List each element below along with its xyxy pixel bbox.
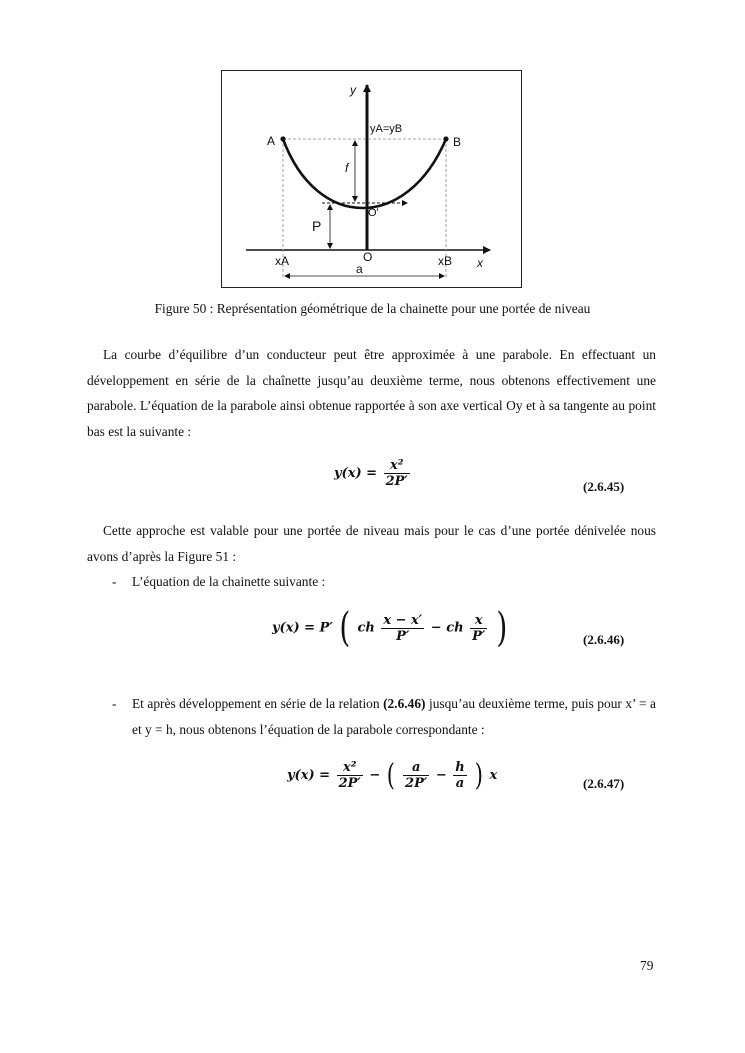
paragraph-parabola-approximation: La courbe d’équilibre d’un conducteur peut être approximée à une parabole. En effectuant un développement en série de la chaînette jusqu’au deuxième terme, nous obtenons effectivement une parabole. L’équation de la parabole ainsi obtenue rapportée à son axe vertical Oy et à sa tangente au point bas est la suivante : bbox=[87, 347, 656, 439]
eq47-numerator-1: x² bbox=[342, 760, 357, 775]
eq45-denominator: 2P′ bbox=[385, 474, 408, 489]
label-tension: P bbox=[312, 218, 322, 234]
eq46-ch1: ch bbox=[357, 620, 375, 636]
bullet-dash: - bbox=[112, 696, 117, 711]
label-ya-yb: yA=yB bbox=[370, 123, 403, 135]
eq46-denominator-1: P′ bbox=[381, 628, 424, 644]
bullet-text: L’équation de la chainette suivante : bbox=[132, 574, 326, 589]
eq47-fraction-3 bbox=[453, 760, 466, 791]
figure-catenary bbox=[221, 70, 522, 288]
figure-caption: Figure 50 : Représentation géométrique de la chainette pour une portée de niveau bbox=[154, 301, 591, 316]
eq46-right-paren: ) bbox=[496, 605, 508, 651]
label-y-axis: y bbox=[350, 83, 356, 97]
eq47-minus-1: − bbox=[369, 768, 381, 783]
equation-number-2-6-47: (2.6.47) bbox=[583, 776, 625, 791]
label-xb: xB bbox=[438, 254, 453, 268]
eq47-tail: x bbox=[489, 768, 498, 783]
eq46-denominator-2: P′ bbox=[472, 628, 486, 644]
label-point-b: B bbox=[453, 135, 462, 149]
equation-2-6-47 bbox=[287, 757, 498, 793]
point-b-dot bbox=[443, 136, 448, 141]
eq47-fraction-2 bbox=[403, 760, 429, 791]
eq46-numerator-2: x bbox=[474, 612, 483, 628]
page-number: 79 bbox=[640, 958, 654, 973]
eq46-fraction-1 bbox=[381, 613, 424, 644]
point-a-dot bbox=[280, 136, 285, 141]
eq46-lhs: y(x) = P′ bbox=[272, 620, 333, 636]
eq46-minus: − bbox=[430, 620, 442, 636]
catenary-diagram bbox=[222, 71, 523, 289]
equation-number-2-6-46: (2.6.46) bbox=[583, 632, 625, 647]
eq45-lhs: y(x) = bbox=[334, 466, 378, 481]
eq47-denominator-2: 2P′ bbox=[405, 776, 428, 791]
label-span: a bbox=[356, 262, 363, 276]
bullet-ref: (2.6.46) bbox=[383, 696, 426, 711]
label-point-a: A bbox=[267, 134, 276, 148]
equation-number-2-6-45: (2.6.45) bbox=[583, 479, 625, 494]
eq47-denominator-3: a bbox=[453, 775, 466, 791]
eq47-left-paren: ( bbox=[386, 757, 395, 793]
bullet-text-after: jusqu’au deuxième terme, puis pour x’ = a et y = h, nous obtenons l’équation de la parabole correspondante : bbox=[132, 696, 656, 737]
bullet-text-before: Et après développement en série de la relation bbox=[132, 696, 384, 711]
bullet-text bbox=[132, 691, 656, 742]
eq46-left-paren: ( bbox=[339, 605, 351, 651]
paragraph-uneven-span: Cette approche est valable pour une portée de niveau mais pour le cas d’une portée dénivelée nous avons d’après la Figure 51 : bbox=[87, 523, 656, 564]
equation-2-6-46 bbox=[272, 605, 509, 651]
eq47-fraction-1 bbox=[337, 760, 363, 791]
label-origin: O bbox=[363, 250, 373, 264]
eq47-denominator-1: 2P′ bbox=[338, 776, 361, 791]
bullet-dash: - bbox=[112, 574, 117, 589]
label-sag: f bbox=[345, 161, 349, 175]
catenary-curve bbox=[283, 139, 446, 208]
equation-2-6-45 bbox=[334, 458, 412, 489]
label-vertex: O' bbox=[368, 207, 379, 219]
eq47-lhs: y(x) = bbox=[287, 768, 331, 783]
eq47-numerator-3: h bbox=[455, 760, 465, 775]
eq46-fraction-2 bbox=[470, 613, 487, 644]
eq47-numerator-2: a bbox=[411, 760, 421, 775]
eq46-ch2: ch bbox=[446, 620, 464, 636]
eq45-fraction bbox=[384, 458, 410, 489]
label-xa: xA bbox=[275, 254, 290, 268]
eq46-numerator-1: x − x′ bbox=[383, 612, 423, 628]
eq47-right-paren: ) bbox=[474, 757, 484, 793]
eq45-numerator: x² bbox=[389, 458, 404, 473]
label-x-axis: x bbox=[477, 256, 483, 270]
eq47-minus-2: − bbox=[435, 768, 447, 783]
